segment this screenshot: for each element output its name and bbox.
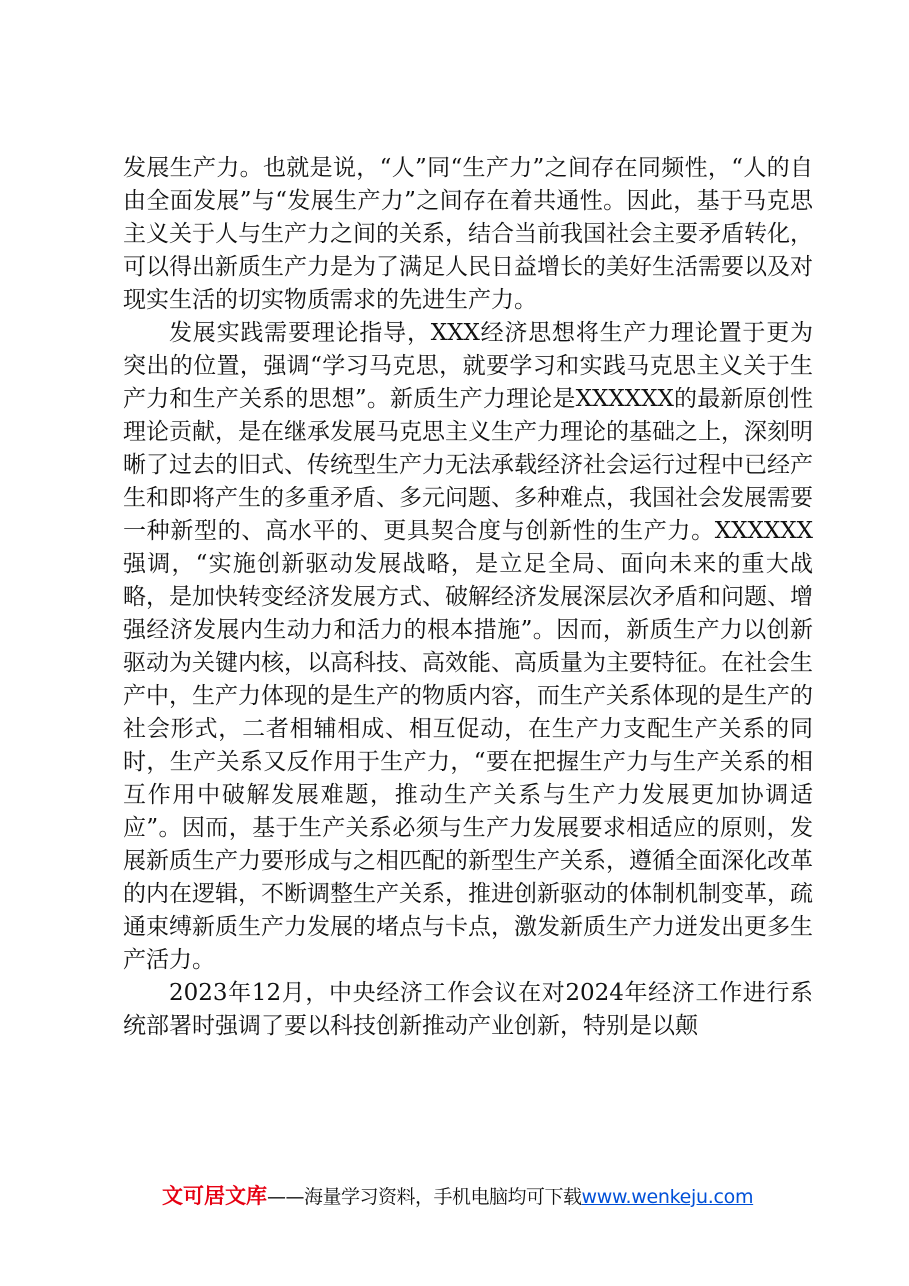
footer-tagline: ——海量学习资料，手机电脑均可下载	[267, 1186, 582, 1208]
paragraph-3: 2023年12月，中央经济工作会议在对2024年经济工作进行系统部署时强调了要以科技创新推动产业创新，特别是以颠	[123, 980, 813, 1039]
footer-website-link[interactable]: www.wenkeju.com	[581, 1186, 754, 1208]
footer-brand: 文可居文库	[162, 1184, 267, 1208]
paragraph-2: 发展实践需要理论指导，XXX经济思想将生产力理论置于更为突出的位置，强调“学习马克思，就要学习和实践马克思主义关于生产力和生产关系的思想”。新质生产力理论是XXXXXX的最新原创性理论贡献，是在继承发展马克思主义生产力理论的基础之上，深刻明晰了过去的旧式、传统型生产力无法承载经济社会运行过程中已经产生和即将产生的多重矛盾、多元问题、多种难点，我国社会发展需要一种新型的、高水平的、更具契合度与创新性的生产力。XXXXXX强调，“实施创新驱动发展战略，是立足全局、面向未来的重大战略，是加快转变经济发展方式、破解经济发展深层次矛盾和问题、增强经济发展内生动力和活力的根本措施”。因而，新质生产力以创新驱动为关键内核，以高科技、高效能、高质量为主要特征。在社会生产中，生产力体现的是生产的物质内容，而生产关系体现的是生产的社会形式，二者相辅相成、相互促动，在生产力支配生产关系的同时，生产关系又反作用于生产力，“要在把握生产力与生产关系的相互作用中破解发展难题，推动生产关系与生产力发展更加协调适应”。因而，基于生产关系必须与生产力发展要求相适应的原则，发展新质生产力要形成与之相匹配的新型生产关系，遵循全面深化改革的内在逻辑，不断调整生产关系，推进创新驱动的体制机制变革，疏通束缚新质生产力发展的堵点与卡点，激发新质生产力迸发出更多生产活力。	[123, 320, 813, 973]
footer-banner	[162, 1183, 753, 1210]
paragraph-1: 发展生产力。也就是说，“人”同“生产力”之间存在同频性，“人的自由全面发展”与“发展生产力”之间存在着共通性。因此，基于马克思主义关于人与生产力之间的关系，结合当前我国社会主要矛盾转化，可以得出新质生产力是为了满足人民日益增长的美好生活需要以及对现实生活的切实物质需求的先进生产力。	[123, 155, 813, 313]
document-body	[123, 152, 813, 1043]
